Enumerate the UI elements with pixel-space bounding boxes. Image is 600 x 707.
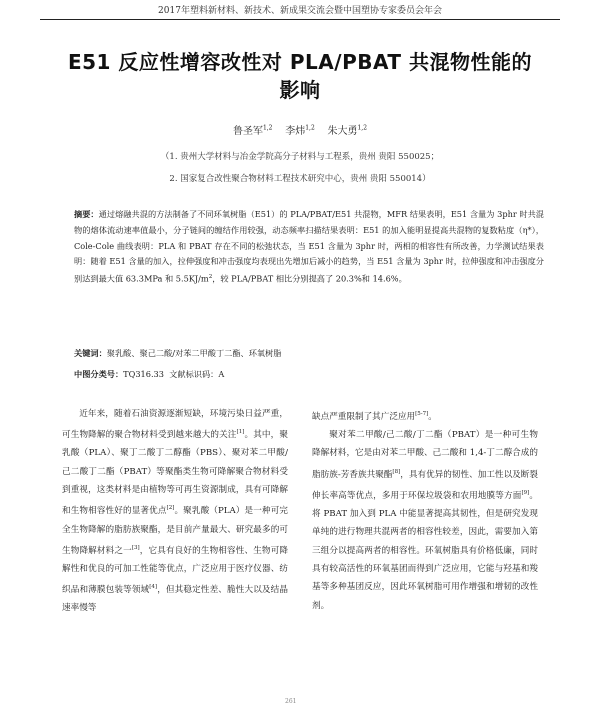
abstract: [74, 207, 544, 288]
keywords-text: 聚乳酸、聚己二酸/对苯二甲酸丁二酯、环氧树脂: [106, 348, 282, 358]
abstract-text: 通过熔融共混的方法制备了不同环氧树脂（E51）的 PLA/PBAT/E51 共混物，MFR 结果表明，E51 含量为 3phr 时共混物的熔体流动速率值最小，分子链间的缠结作用较强，动态频率扫描结果表明：E51 的加入能明显提高共混物的复数粘度（η*），Cole-Cole 曲线表明：PLA 和 PBAT 存在不同的松弛状态，当 E51 含量为 3phr 时，两相的相容性有所改善，力学测试结果表明：随着 E51 含量的加入，拉伸强度和冲击强度均表现出先增加后减小的趋势，当 E51 含量为 3phr 时，拉伸强度和冲击强度分别达到最大值 63.3MPa 和 5.5KJ/m: [74, 209, 544, 284]
affiliation-1: （1. 贵州大学材料与冶金学院高分子材料与工程系，贵州 贵阳 550025；: [160, 152, 440, 162]
author-list: [40, 122, 560, 137]
doc-code-label: 文献标识码：: [169, 369, 219, 379]
classification: [74, 369, 544, 380]
conference-header: 2017年塑料新材料、新技术、新成果交流会暨中国塑协专家委员会年会: [40, 3, 560, 20]
doc-code: A: [218, 369, 225, 379]
author-affil-mark: 1,2: [357, 124, 368, 132]
body-left-column: [62, 405, 288, 618]
paper-title: [40, 48, 560, 104]
author-name: 李炜: [285, 126, 306, 137]
page-number: 261: [285, 698, 297, 705]
author-name: 鲁圣军: [232, 126, 263, 137]
author-affil-mark: 1,2: [262, 124, 273, 132]
keywords-label: 关键词：: [74, 348, 107, 358]
classification-code: TQ316.33: [123, 369, 164, 379]
keywords: [74, 348, 544, 359]
author-name: 朱大勇: [327, 126, 358, 137]
abstract-text-end: ，较 PLA/PBAT 相比分别提高了 20.3%和 14.6%。: [212, 273, 407, 284]
abstract-label: 摘要：: [74, 209, 99, 219]
body-paragraph: 聚对苯二甲酸/己二酸/丁二酯（PBAT）是一种可生物降解材料，它是由对苯二甲酸、己二酸和 1,4-丁二醇合成的脂肪族-芳香族共聚酯[8]，具有优异的韧性、加工性以及断裂伸长率高等优点，多用于环保垃圾袋和农用地膜等方面[9]。将 PBAT 加入到 PLA 中能显著提高其韧性，但是研究发现单纯的进行物理共混两者的相容性较差，因此，需要加入第三组分以提高两者的相容性。环氧树脂具有价格低廉，同时具有较高活性的环氧基团而得到广泛应用，它能与羟基和羧基等多种基团反应，因此环氧树脂可用作增强和增韧的改性剂。: [312, 430, 538, 611]
body-right-column: [312, 405, 538, 615]
title-line-1: E51 反应性增容改性对 PLA/PBAT 共混物性能的: [67, 50, 533, 74]
body-paragraph: 缺点严重限制了其广泛应用[5-7]。: [312, 411, 437, 422]
title-line-2: 影响: [279, 78, 321, 102]
classification-label: 中图分类号：: [74, 369, 124, 379]
abstract-superscript: 2: [208, 274, 213, 281]
affiliation-2: 2. 国家复合改性聚合物材料工程技术研究中心，贵州 贵阳 550014）: [169, 174, 431, 184]
author-affil-mark: 1,2: [305, 124, 315, 132]
body-columns: [62, 405, 558, 695]
body-paragraph: 近年来，随着石油资源逐渐短缺，环境污染日益严重，可生物降解的聚合物材料受到越来越大的关注[1]。其中，聚乳酸（PLA）、聚丁二酸丁二醇酯（PBS）、聚对苯二甲酸/己二酸丁二酯（PBAT）等聚酯类生物可降解聚合物材料受到重视，这类材料是由植物等可再生资源制成，具有可降解和生物相容性好的显著优点[2]。聚乳酸（PLA）是一种可完全生物降解的脂肪族聚酯，是目前产量最大、研究最多的可生物降解材料之一[3]，它具有良好的生物相容性、生物可降解性和优良的可加工性能等优点，广泛应用于医疗仪器、纺织品和薄膜包装等领域[4]，但其稳定性差、脆性大以及结晶速率慢等: [62, 409, 288, 614]
